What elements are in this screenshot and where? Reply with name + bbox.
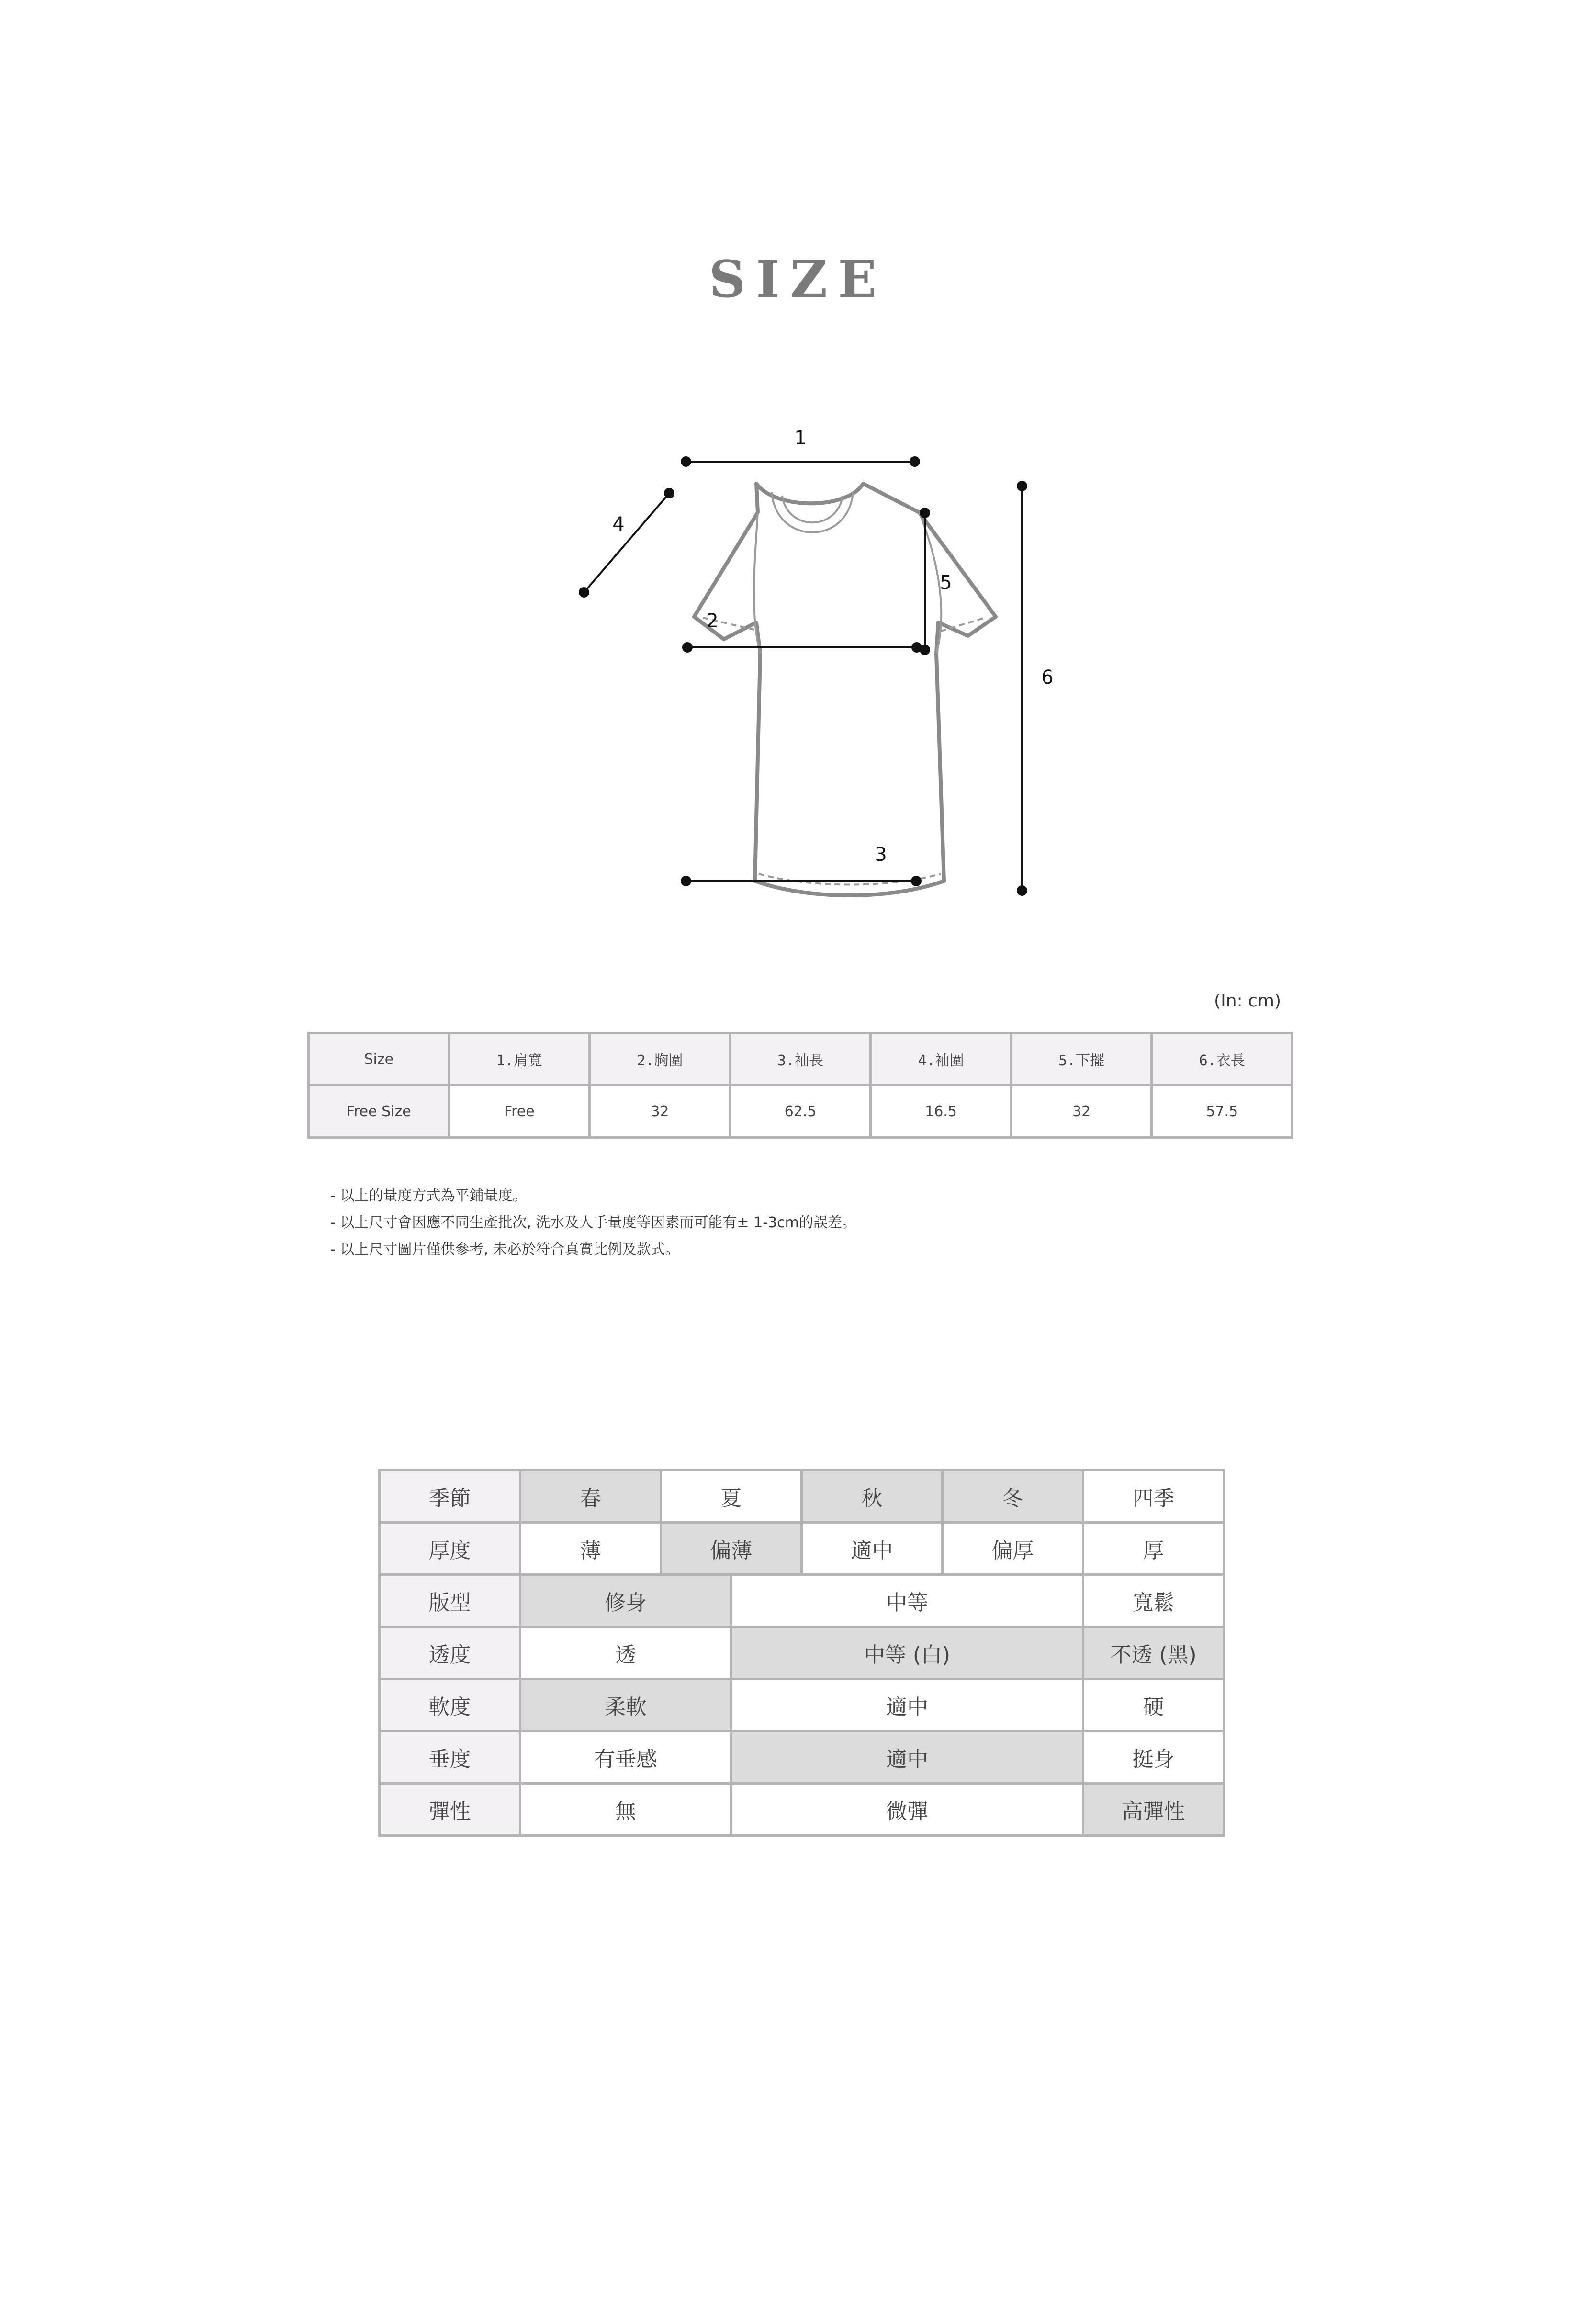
property-option: 夏	[661, 1470, 802, 1523]
measure-label-6: 6	[1041, 667, 1054, 689]
page-title: SIZE	[708, 249, 888, 309]
property-option: 中等	[731, 1575, 1083, 1627]
property-option: 寬鬆	[1083, 1575, 1224, 1627]
property-option: 適中	[802, 1523, 943, 1575]
property-option: 秋	[802, 1470, 943, 1523]
fabric-properties-table	[378, 1469, 1225, 1837]
note-line: - 以上尺寸圖片僅供參考, 未必於符合真實比例及款式。	[330, 1241, 680, 1258]
property-option: 適中	[731, 1679, 1083, 1731]
size-header-cell: Size	[309, 1033, 450, 1086]
property-option: 挺身	[1083, 1731, 1224, 1784]
size-header-cell: 5.下擺	[1011, 1033, 1152, 1086]
property-option: 冬	[943, 1470, 1083, 1523]
softness-row	[380, 1679, 1224, 1731]
size-cell: 62.5	[730, 1086, 871, 1138]
tshirt-size-diagram	[551, 412, 1101, 948]
drape-row	[380, 1731, 1224, 1784]
property-option: 高彈性	[1083, 1784, 1224, 1836]
fit-row	[380, 1575, 1224, 1627]
size-cell: Free Size	[309, 1086, 450, 1138]
size-header-cell: 4.袖圍	[871, 1033, 1012, 1086]
transparency-row	[380, 1627, 1224, 1679]
property-option: 四季	[1083, 1470, 1224, 1523]
size-header-cell: 2.胸圍	[590, 1033, 731, 1086]
property-label: 彈性	[380, 1784, 520, 1836]
note-line: - 以上尺寸會因應不同生產批次, 洗水及人手量度等因素而可能有± 1-3cm的誤差。	[330, 1214, 856, 1231]
thickness-row	[380, 1523, 1224, 1575]
measurement-lines	[580, 457, 1026, 895]
size-cell: 16.5	[871, 1086, 1012, 1138]
size-table-header-row	[309, 1033, 1293, 1086]
property-option: 偏厚	[943, 1523, 1083, 1575]
size-cell: 57.5	[1152, 1086, 1293, 1138]
property-label: 季節	[380, 1470, 520, 1523]
size-header-cell: 3.袖長	[730, 1033, 871, 1086]
size-cell: 32	[590, 1086, 731, 1138]
property-option: 修身	[520, 1575, 731, 1627]
size-table	[307, 1032, 1293, 1139]
property-label: 軟度	[380, 1679, 520, 1731]
measure-label-4: 4	[612, 513, 625, 535]
property-option: 有垂感	[520, 1731, 731, 1784]
property-option: 透	[520, 1627, 731, 1679]
measure-label-5: 5	[940, 572, 952, 594]
table-row	[309, 1086, 1293, 1138]
property-label: 厚度	[380, 1523, 520, 1575]
property-option: 硬	[1083, 1679, 1224, 1731]
season-row	[380, 1470, 1224, 1523]
tshirt-outline	[694, 484, 996, 895]
property-option: 偏薄	[661, 1523, 802, 1575]
unit-label: (In: cm)	[1214, 991, 1281, 1011]
measure-label-2: 2	[706, 610, 719, 632]
property-option: 不透 (黑)	[1083, 1627, 1224, 1679]
elasticity-row	[380, 1784, 1224, 1836]
size-cell: 32	[1011, 1086, 1152, 1138]
property-option: 厚	[1083, 1523, 1224, 1575]
property-option: 春	[520, 1470, 661, 1523]
size-header-cell: 6.衣長	[1152, 1033, 1293, 1086]
measurement-notes	[330, 1183, 856, 1263]
property-option: 中等 (白)	[731, 1627, 1083, 1679]
property-option: 無	[520, 1784, 731, 1836]
size-header-cell: 1.肩寬	[449, 1033, 590, 1086]
measure-label-3: 3	[875, 844, 887, 866]
property-label: 垂度	[380, 1731, 520, 1784]
property-option: 微彈	[731, 1784, 1083, 1836]
property-label: 版型	[380, 1575, 520, 1627]
note-line: - 以上的量度方式為平鋪量度。	[330, 1187, 527, 1204]
property-label: 透度	[380, 1627, 520, 1679]
property-option: 柔軟	[520, 1679, 731, 1731]
property-option: 適中	[731, 1731, 1083, 1784]
property-option: 薄	[520, 1523, 661, 1575]
size-cell: Free	[449, 1086, 590, 1138]
measure-label-1: 1	[794, 427, 807, 449]
